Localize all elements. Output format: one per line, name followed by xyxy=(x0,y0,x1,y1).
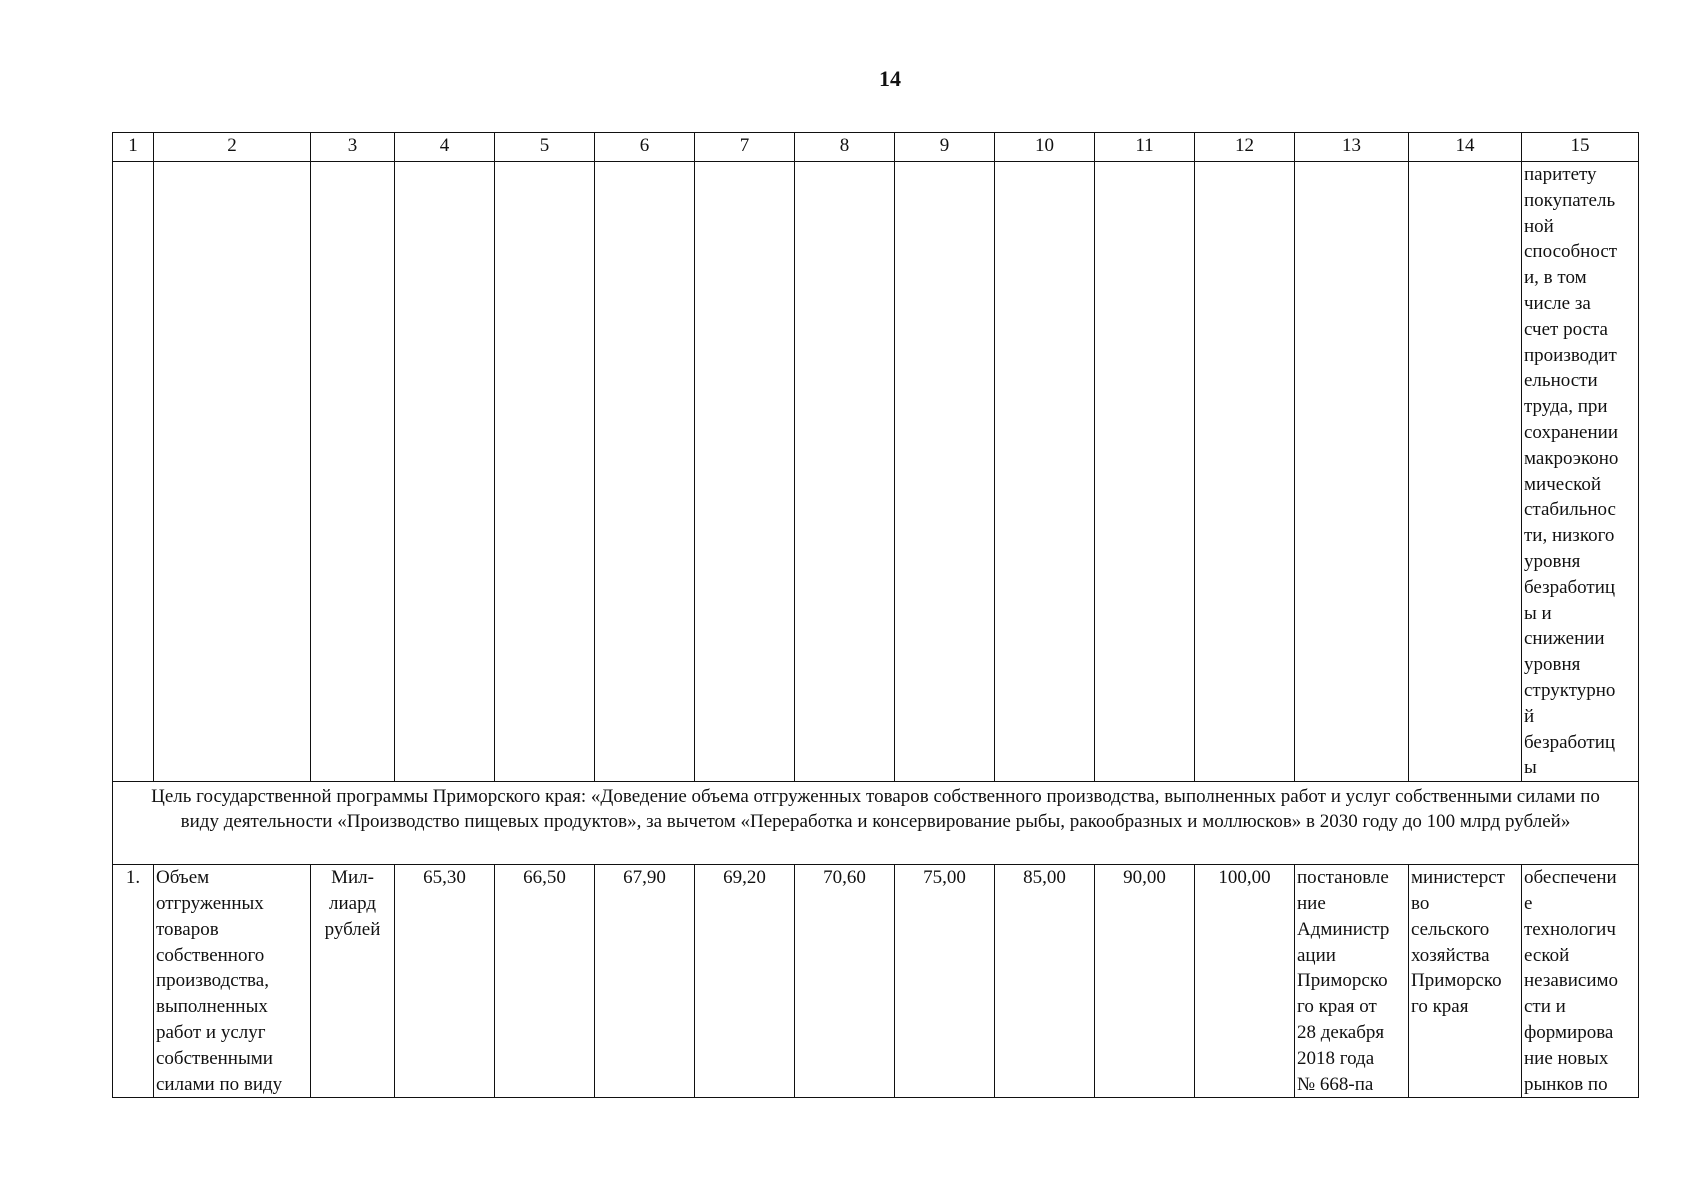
col-header: 7 xyxy=(695,133,795,162)
value-cell: 65,30 xyxy=(395,865,495,1098)
unit-cell: Мил- лиард рублей xyxy=(311,865,395,1098)
continuation-col15-cell: паритету покупатель ной способност и, в том числе за счет роста производит ельности труда, при сохранении макроэконо мической стабильнос ти, низкого уровня безработиц ы и снижении уровня структурно й безработиц ы xyxy=(1522,162,1639,782)
table-row xyxy=(113,865,1639,1098)
value-cell: 90,00 xyxy=(1095,865,1195,1098)
value-cell: 100,00 xyxy=(1195,865,1295,1098)
col-header: 6 xyxy=(595,133,695,162)
responsible-cell: министерст во сельского хозяйства Приморско го края xyxy=(1409,865,1522,1098)
col-header: 8 xyxy=(795,133,895,162)
page-number: 14 xyxy=(879,66,901,91)
value-cell: 70,60 xyxy=(795,865,895,1098)
col-header: 4 xyxy=(395,133,495,162)
col-header: 1 xyxy=(113,133,154,162)
value-cell: 67,90 xyxy=(595,865,695,1098)
col-header: 3 xyxy=(311,133,395,162)
col-header: 13 xyxy=(1295,133,1409,162)
value-cell: 69,20 xyxy=(695,865,795,1098)
col-header: 5 xyxy=(495,133,595,162)
program-goal-text: Цель государственной программы Приморского края: «Доведение объема отгруженных товаров собственного производства, выполненных работ и услуг собственными силами по виду деятельности «Производство пищевых продуктов», за вычетом «Переработка и консервирование рыбы, ракообразных и моллюсков» в 2030 году до 100 млрд рублей» xyxy=(113,782,1639,865)
value-cell: 66,50 xyxy=(495,865,595,1098)
col-header: 14 xyxy=(1409,133,1522,162)
regulation-cell: постановле ние Администр ации Приморско го края от 28 декабря 2018 года № 668-па xyxy=(1295,865,1409,1098)
col-header: 2 xyxy=(154,133,311,162)
row-number: 1. xyxy=(113,865,154,1098)
indicator-name: Объем отгруженных товаров собственного производства, выполненных работ и услуг собственными силами по виду xyxy=(154,865,311,1098)
value-cell: 85,00 xyxy=(995,865,1095,1098)
col-header: 10 xyxy=(995,133,1095,162)
col-header: 12 xyxy=(1195,133,1295,162)
col-header: 15 xyxy=(1522,133,1639,162)
col-header: 9 xyxy=(895,133,995,162)
value-cell: 75,00 xyxy=(895,865,995,1098)
column-number-header-row xyxy=(113,133,1639,162)
note-cell: обеспечени е технологич еской независимо сти и формирова ние новых рынков по xyxy=(1522,865,1639,1098)
col-header: 11 xyxy=(1095,133,1195,162)
continuation-row xyxy=(113,162,1639,782)
indicators-table xyxy=(112,132,1639,1098)
goal-row xyxy=(113,782,1639,865)
